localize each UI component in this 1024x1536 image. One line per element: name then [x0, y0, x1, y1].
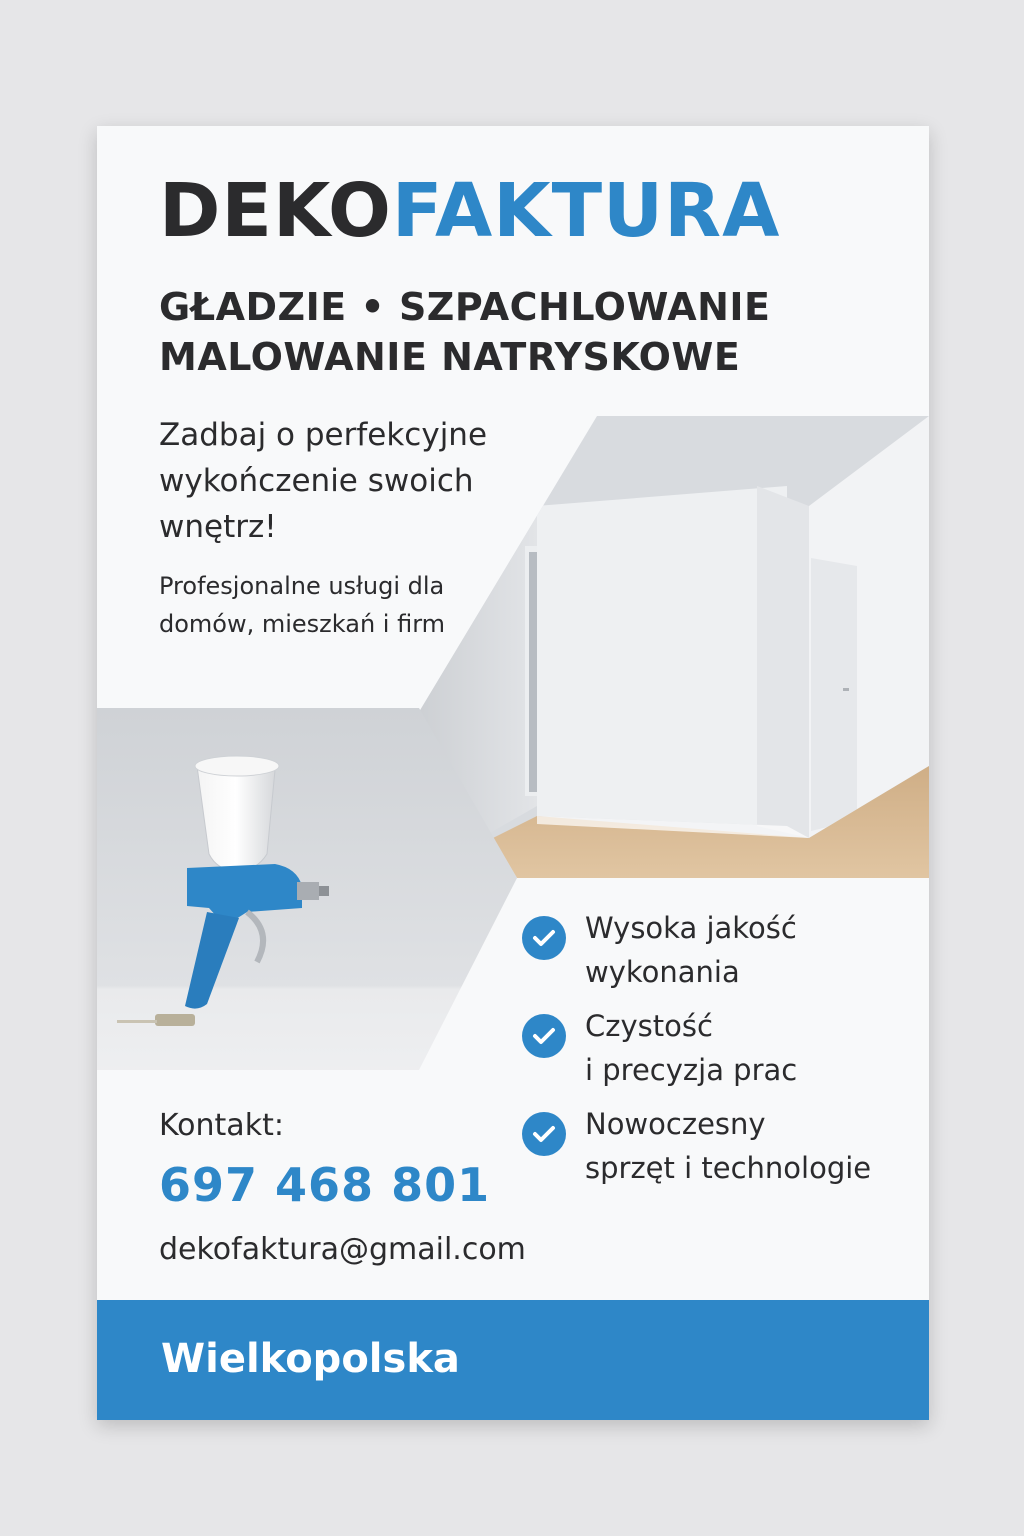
- check-circle-icon: [522, 1112, 566, 1156]
- phone-number[interactable]: 697 468 801: [159, 1158, 491, 1212]
- benefit-text: Czystość i precyzja prac: [585, 1009, 798, 1087]
- benefit-item: [522, 1102, 922, 1200]
- services-line-2: MALOWANIE NATRYSKOWE: [159, 335, 741, 379]
- email-address[interactable]: dekofaktura@gmail.com: [159, 1232, 526, 1267]
- region-label: Wielkopolska: [161, 1336, 460, 1382]
- footer-band: [97, 1300, 929, 1420]
- flyer: [97, 126, 929, 1420]
- brand-part-faktura: FAKTURA: [391, 168, 781, 254]
- benefits-list: [522, 906, 922, 1200]
- check-circle-icon: [522, 1014, 566, 1058]
- services-line-1: GŁADZIE • SZPACHLOWANIE: [159, 285, 771, 329]
- benefit-item: [522, 906, 922, 1004]
- contact-label: Kontakt:: [159, 1108, 284, 1143]
- check-circle-icon: [522, 916, 566, 960]
- benefit-item: [522, 1004, 922, 1102]
- brand-part-deko: DEKO: [159, 168, 392, 254]
- subheadline: Profesjonalne usługi dla domów, mieszkań i firm: [159, 572, 446, 638]
- headline: Zadbaj o perfekcyjne wykończenie swoich wnętrz!: [159, 417, 488, 545]
- benefit-text: Wysoka jakość wykonania: [585, 911, 797, 989]
- benefit-text: Nowoczesny sprzęt i technologie: [585, 1107, 872, 1185]
